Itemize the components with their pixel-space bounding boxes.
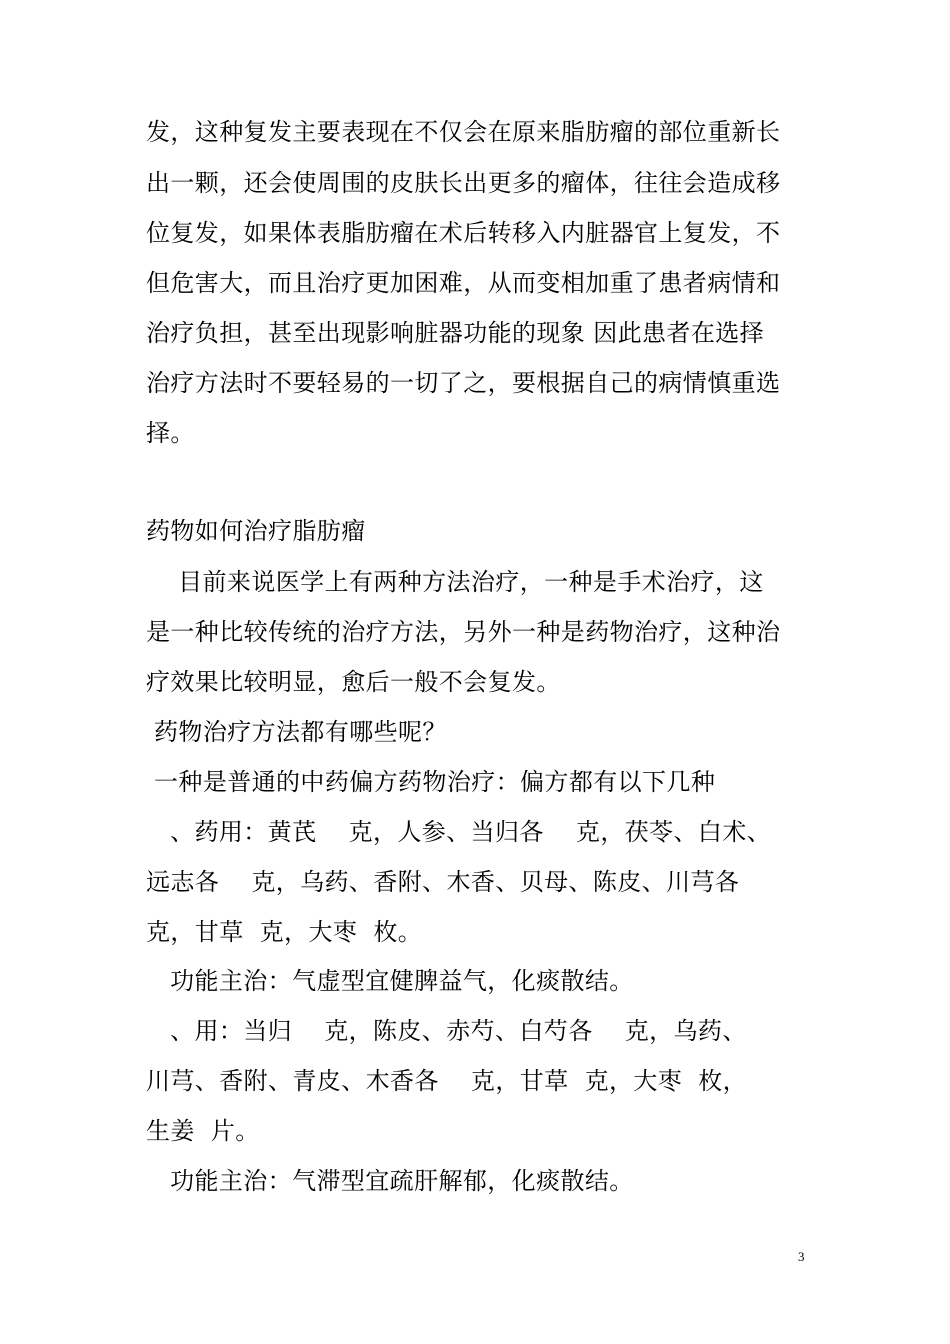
recipe-1-line: 、药用：黄芪 克，人参、当归各 克，茯苓、白术、 bbox=[146, 818, 772, 846]
paragraph-line: 治疗负担，甚至出现影响脏器功能的现象 因此患者在选择 bbox=[146, 319, 765, 347]
intro-line: 是一种比较传统的治疗方法，另外一种是药物治疗，这种治 bbox=[146, 618, 781, 646]
intro-line: 疗效果比较明显，愈后一般不会复发。 bbox=[146, 668, 561, 696]
page-number: 3 bbox=[798, 1249, 805, 1264]
paragraph-line: 择。 bbox=[146, 419, 195, 447]
recipe-1-line: 远志各 克，乌药、香附、木香、贝母、陈皮、川芎各 bbox=[146, 868, 740, 896]
recipe-1-line: 克，甘草 克，大枣 枚。 bbox=[146, 918, 423, 946]
recipe-1-function: 功能主治：气虚型宜健脾益气，化痰散结。 bbox=[146, 967, 634, 995]
section-heading: 药物如何治疗脂肪瘤 bbox=[146, 517, 366, 545]
recipe-2-function: 功能主治：气滞型宜疏肝解郁，化痰散结。 bbox=[146, 1167, 634, 1195]
recipe-2-line: 、用：当归 克，陈皮、赤芍、白芍各 克，乌药、 bbox=[146, 1017, 747, 1045]
paragraph-line: 出一颗，还会使周围的皮肤长出更多的瘤体，往往会造成移 bbox=[146, 169, 781, 197]
paragraph-line: 但危害大，而且治疗更加困难，从而变相加重了患者病情和 bbox=[146, 269, 781, 297]
intro-line: 目前来说医学上有两种方法治疗，一种是手术治疗，这 bbox=[146, 568, 764, 596]
list-intro-line: 一种是普通的中药偏方药物治疗：偏方都有以下几种 bbox=[146, 768, 716, 796]
paragraph-line: 位复发，如果体表脂肪瘤在术后转移入内脏器官上复发，不 bbox=[146, 219, 781, 247]
paragraph-line: 发，这种复发主要表现在不仅会在原来脂肪瘤的部位重新长 bbox=[146, 118, 781, 146]
recipe-2-line: 川芎、香附、青皮、木香各 克，甘草 克，大枣 枚， bbox=[146, 1067, 748, 1095]
paragraph-line: 治疗方法时不要轻易的一切了之，要根据自己的病情慎重选 bbox=[146, 369, 781, 397]
recipe-2-line: 生姜 片。 bbox=[146, 1117, 260, 1145]
question-line: 药物治疗方法都有哪些呢？ bbox=[146, 718, 447, 746]
